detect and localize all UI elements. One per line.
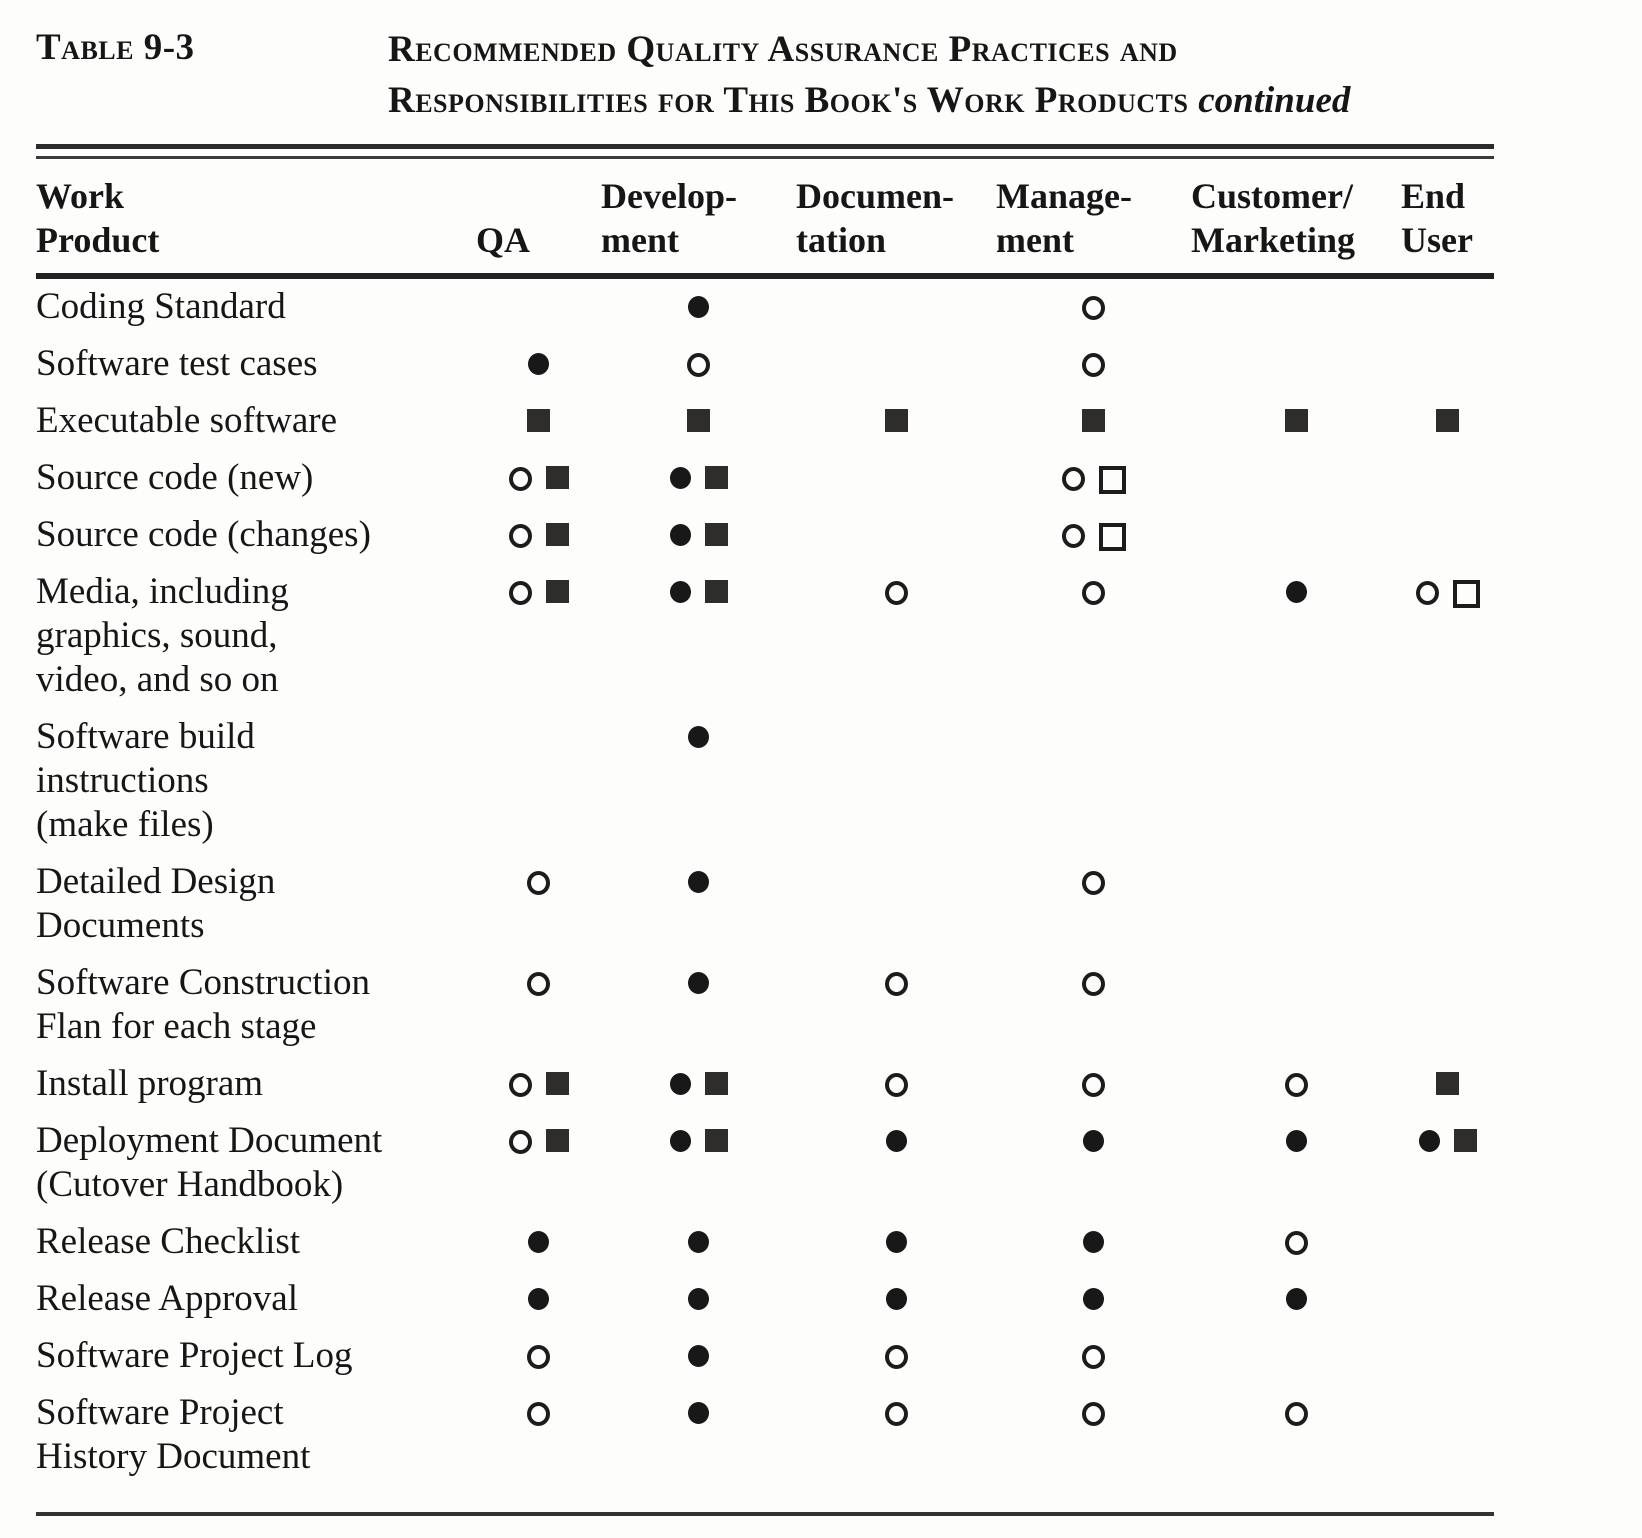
filled-circle-icon xyxy=(688,296,709,318)
filled-square-icon xyxy=(705,1129,728,1152)
filled-square-icon xyxy=(885,409,908,432)
cell-qa xyxy=(476,393,601,450)
filled-square-icon xyxy=(705,466,728,489)
column-header-management: Manage- ment xyxy=(996,176,1132,260)
cell-customer_marketing xyxy=(1191,1113,1401,1214)
cell-management xyxy=(996,564,1191,709)
cell-end_user xyxy=(1401,1113,1494,1214)
cell-end_user xyxy=(1401,564,1494,709)
table-row xyxy=(36,1271,1494,1328)
open-circle-icon xyxy=(1285,1231,1308,1255)
open-circle-icon xyxy=(1082,1402,1105,1426)
filled-circle-icon xyxy=(688,1231,709,1253)
filled-square-icon xyxy=(527,409,550,432)
open-circle-icon xyxy=(527,871,550,895)
open-circle-icon xyxy=(1285,1073,1308,1097)
work-product-label: Media, including graphics, sound, video, and so on xyxy=(36,570,289,700)
cell-management xyxy=(996,336,1191,393)
open-square-icon xyxy=(1453,580,1480,608)
open-circle-icon xyxy=(885,581,908,605)
filled-square-icon xyxy=(546,523,569,546)
cell-documentation xyxy=(796,1271,996,1328)
filled-circle-icon xyxy=(670,524,691,546)
cell-documentation xyxy=(796,709,996,854)
cell-development xyxy=(601,1056,796,1113)
open-circle-icon xyxy=(1082,871,1105,895)
work-product-label: Install program xyxy=(36,1062,264,1104)
table-row xyxy=(36,1113,1494,1214)
filled-circle-icon xyxy=(1083,1288,1104,1310)
table-row xyxy=(36,276,1494,336)
cell-end_user xyxy=(1401,1385,1494,1486)
open-circle-icon xyxy=(885,1402,908,1426)
cell-qa xyxy=(476,564,601,709)
cell-qa xyxy=(476,1385,601,1486)
cell-customer_marketing xyxy=(1191,450,1401,507)
cell-end_user xyxy=(1401,450,1494,507)
cell-development xyxy=(601,955,796,1056)
table-row xyxy=(36,507,1494,564)
open-circle-icon xyxy=(1082,1345,1105,1369)
table-row xyxy=(36,564,1494,709)
filled-circle-icon xyxy=(528,353,549,375)
filled-circle-icon xyxy=(886,1130,907,1152)
cell-documentation xyxy=(796,854,996,955)
open-circle-icon xyxy=(1082,353,1105,377)
work-product-label: Release Checklist xyxy=(36,1220,301,1262)
filled-square-icon xyxy=(705,580,728,603)
cell-end_user xyxy=(1401,1328,1494,1385)
open-circle-icon xyxy=(1062,467,1085,491)
work-product-label: Coding Standard xyxy=(36,285,286,327)
cell-management xyxy=(996,955,1191,1056)
table-row xyxy=(36,709,1494,854)
filled-circle-icon xyxy=(886,1288,907,1310)
work-product-label: Software Construction Flan for each stage xyxy=(36,961,370,1047)
cell-management xyxy=(996,450,1191,507)
table-row xyxy=(36,955,1494,1056)
cell-qa xyxy=(476,955,601,1056)
open-circle-icon xyxy=(1285,1402,1308,1426)
cell-qa xyxy=(476,1328,601,1385)
cell-management xyxy=(996,1113,1191,1214)
table-row xyxy=(36,1214,1494,1271)
work-product-label: Detailed Design Documents xyxy=(36,860,276,946)
open-square-icon xyxy=(1099,523,1126,551)
table-body xyxy=(36,276,1494,1486)
filled-circle-icon xyxy=(670,581,691,603)
cell-qa xyxy=(476,1113,601,1214)
cell-documentation xyxy=(796,507,996,564)
filled-circle-icon xyxy=(688,1288,709,1310)
cell-customer_marketing xyxy=(1191,564,1401,709)
table-caption xyxy=(36,24,1494,128)
qa-practices-table xyxy=(36,159,1494,1486)
filled-square-icon xyxy=(1454,1129,1477,1152)
filled-square-icon xyxy=(705,1072,728,1095)
cell-qa xyxy=(476,1271,601,1328)
cell-end_user xyxy=(1401,276,1494,336)
cell-development xyxy=(601,336,796,393)
column-header-qa: QA xyxy=(476,219,530,260)
work-product-label: Software build instructions (make files) xyxy=(36,715,255,845)
work-product-label: Source code (new) xyxy=(36,456,314,498)
table-row xyxy=(36,1056,1494,1113)
table-title xyxy=(388,24,1350,126)
header-row xyxy=(36,159,1494,276)
cell-documentation xyxy=(796,1056,996,1113)
cell-documentation xyxy=(796,1214,996,1271)
open-circle-icon xyxy=(509,1130,532,1154)
open-circle-icon xyxy=(527,1345,550,1369)
open-circle-icon xyxy=(1082,296,1105,320)
cell-development xyxy=(601,1214,796,1271)
cell-qa xyxy=(476,336,601,393)
column-header-work_product: Work Product xyxy=(36,176,160,260)
cell-end_user xyxy=(1401,854,1494,955)
cell-end_user xyxy=(1401,507,1494,564)
cell-customer_marketing xyxy=(1191,507,1401,564)
cell-management xyxy=(996,393,1191,450)
cell-documentation xyxy=(796,564,996,709)
table-row xyxy=(36,854,1494,955)
work-product-label: Software Project History Document xyxy=(36,1391,311,1477)
cell-development xyxy=(601,854,796,955)
cell-qa xyxy=(476,507,601,564)
filled-square-icon xyxy=(687,409,710,432)
open-circle-icon xyxy=(509,524,532,548)
table-row xyxy=(36,1328,1494,1385)
open-circle-icon xyxy=(885,1345,908,1369)
cell-management xyxy=(996,709,1191,854)
open-circle-icon xyxy=(509,1073,532,1097)
filled-circle-icon xyxy=(688,1402,709,1424)
cell-qa xyxy=(476,709,601,854)
open-circle-icon xyxy=(1416,581,1439,605)
cell-customer_marketing xyxy=(1191,336,1401,393)
cell-documentation xyxy=(796,955,996,1056)
cell-end_user xyxy=(1401,955,1494,1056)
cell-customer_marketing xyxy=(1191,1214,1401,1271)
table-9-3-content xyxy=(36,24,1494,1516)
cell-management xyxy=(996,854,1191,955)
column-header-development: Develop- ment xyxy=(601,176,737,260)
open-circle-icon xyxy=(1082,972,1105,996)
cell-development xyxy=(601,276,796,336)
cell-qa xyxy=(476,276,601,336)
bottom-rule xyxy=(36,1512,1494,1516)
cell-development xyxy=(601,393,796,450)
cell-development xyxy=(601,450,796,507)
cell-qa xyxy=(476,854,601,955)
cell-documentation xyxy=(796,450,996,507)
filled-circle-icon xyxy=(528,1288,549,1310)
cell-customer_marketing xyxy=(1191,709,1401,854)
open-square-icon xyxy=(1099,466,1126,494)
open-circle-icon xyxy=(509,467,532,491)
cell-documentation xyxy=(796,1113,996,1214)
cell-development xyxy=(601,1113,796,1214)
filled-square-icon xyxy=(546,466,569,489)
cell-development xyxy=(601,709,796,854)
cell-development xyxy=(601,564,796,709)
cell-development xyxy=(601,507,796,564)
cell-end_user xyxy=(1401,1271,1494,1328)
filled-circle-icon xyxy=(688,871,709,893)
work-product-label: Software Project Log xyxy=(36,1334,353,1376)
continued-label: continued xyxy=(1198,80,1351,122)
filled-circle-icon xyxy=(688,726,709,748)
cell-management xyxy=(996,276,1191,336)
work-product-label: Software test cases xyxy=(36,342,318,384)
work-product-label: Executable software xyxy=(36,399,337,441)
table-row xyxy=(36,336,1494,393)
cell-end_user xyxy=(1401,1214,1494,1271)
cell-management xyxy=(996,507,1191,564)
cell-management xyxy=(996,1385,1191,1486)
open-circle-icon xyxy=(687,353,710,377)
double-rule xyxy=(36,144,1494,159)
open-circle-icon xyxy=(527,1402,550,1426)
cell-customer_marketing xyxy=(1191,276,1401,336)
cell-end_user xyxy=(1401,1056,1494,1113)
cell-development xyxy=(601,1385,796,1486)
cell-end_user xyxy=(1401,393,1494,450)
table-number-label: Table 9-3 xyxy=(36,27,195,68)
cell-customer_marketing xyxy=(1191,1328,1401,1385)
cell-documentation xyxy=(796,1328,996,1385)
cell-development xyxy=(601,1271,796,1328)
cell-end_user xyxy=(1401,709,1494,854)
column-header-documentation: Documen- tation xyxy=(796,176,954,260)
filled-circle-icon xyxy=(1286,1288,1307,1310)
cell-documentation xyxy=(796,393,996,450)
cell-qa xyxy=(476,1214,601,1271)
filled-circle-icon xyxy=(1286,1130,1307,1152)
table-row xyxy=(36,1385,1494,1486)
filled-circle-icon xyxy=(670,1130,691,1152)
cell-documentation xyxy=(796,1385,996,1486)
table-row xyxy=(36,393,1494,450)
filled-circle-icon xyxy=(688,972,709,994)
filled-square-icon xyxy=(1436,1072,1459,1095)
open-circle-icon xyxy=(1062,524,1085,548)
filled-square-icon xyxy=(705,523,728,546)
table-row xyxy=(36,450,1494,507)
filled-circle-icon xyxy=(688,1345,709,1367)
filled-square-icon xyxy=(1436,409,1459,432)
cell-management xyxy=(996,1214,1191,1271)
cell-qa xyxy=(476,1056,601,1113)
filled-circle-icon xyxy=(528,1231,549,1253)
cell-customer_marketing xyxy=(1191,854,1401,955)
cell-management xyxy=(996,1056,1191,1113)
cell-management xyxy=(996,1271,1191,1328)
open-circle-icon xyxy=(509,581,532,605)
open-circle-icon xyxy=(527,972,550,996)
column-header-end_user: End User xyxy=(1401,176,1473,260)
open-circle-icon xyxy=(885,972,908,996)
cell-management xyxy=(996,1328,1191,1385)
cell-documentation xyxy=(796,276,996,336)
open-circle-icon xyxy=(1082,1073,1105,1097)
table-header xyxy=(36,159,1494,276)
column-header-customer_marketing: Customer/ Marketing xyxy=(1191,176,1355,260)
cell-documentation xyxy=(796,336,996,393)
filled-circle-icon xyxy=(1083,1231,1104,1253)
table-title-line-1: Recommended Quality Assurance Practices and xyxy=(388,29,1178,70)
work-product-label: Deployment Document (Cutover Handbook) xyxy=(36,1119,383,1205)
cell-customer_marketing xyxy=(1191,1056,1401,1113)
work-product-label: Source code (changes) xyxy=(36,513,371,555)
cell-development xyxy=(601,1328,796,1385)
filled-square-icon xyxy=(546,580,569,603)
filled-square-icon xyxy=(1285,409,1308,432)
work-product-label: Release Approval xyxy=(36,1277,298,1319)
filled-circle-icon xyxy=(1419,1130,1440,1152)
filled-circle-icon xyxy=(1286,581,1307,603)
filled-square-icon xyxy=(546,1072,569,1095)
open-circle-icon xyxy=(885,1073,908,1097)
filled-circle-icon xyxy=(886,1231,907,1253)
filled-square-icon xyxy=(1082,409,1105,432)
filled-circle-icon xyxy=(1083,1130,1104,1152)
open-circle-icon xyxy=(1082,581,1105,605)
cell-qa xyxy=(476,450,601,507)
filled-square-icon xyxy=(546,1129,569,1152)
cell-customer_marketing xyxy=(1191,393,1401,450)
table-title-line-2 xyxy=(388,75,1350,126)
cell-customer_marketing xyxy=(1191,1271,1401,1328)
cell-customer_marketing xyxy=(1191,1385,1401,1486)
filled-circle-icon xyxy=(670,1073,691,1095)
cell-customer_marketing xyxy=(1191,955,1401,1056)
filled-circle-icon xyxy=(670,467,691,489)
cell-end_user xyxy=(1401,336,1494,393)
table-title-line-2-text: Responsibilities for This Book's Work Products xyxy=(388,80,1189,122)
